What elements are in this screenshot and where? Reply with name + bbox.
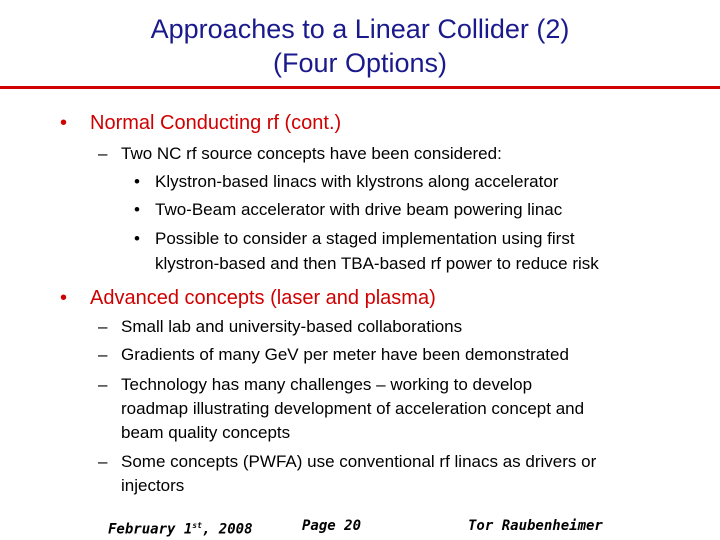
slide-title-line1: Approaches to a Linear Collider (2) [150, 14, 570, 44]
footer-date-sup: st [192, 521, 202, 530]
bullet1-item3-text: Possible to consider a staged implementation using first [155, 229, 575, 248]
bullet2-sub4-text: Some concepts (PWFA) use conventional rf linacs as drivers or [121, 452, 597, 471]
bullet2-sub3-text: Technology has many challenges – working to develop [121, 375, 533, 394]
bullet2-sub3-cont1: roadmap illustrating development of acceleration concept and [121, 399, 585, 418]
bullet2-sub4-cont1: injectors [121, 476, 185, 495]
bullet2-sub1-text: Small lab and university-based collaborations [121, 317, 463, 336]
bullet1-text: Normal Conducting rf (cont.) [90, 112, 342, 134]
bullet-marker: • [60, 112, 68, 134]
bullet1-sub-text: Two NC rf source concepts have been considered: [121, 144, 502, 163]
dash-marker: – [98, 144, 108, 163]
dash-marker: – [98, 345, 108, 364]
bullet1-item2-text: Two-Beam accelerator with drive beam powering linac [155, 200, 563, 219]
footer-date-prefix: February 1 [108, 521, 193, 538]
footer-author: Tor Raubenheimer [468, 518, 603, 534]
bullet-marker: • [134, 200, 140, 219]
bullet1-item1-text: Klystron-based linacs with klystrons along accelerator [155, 172, 559, 191]
title-divider [0, 86, 720, 89]
footer-date-suffix: , 2008 [201, 521, 253, 538]
bullet2-sub2-text: Gradients of many GeV per meter have been demonstrated [121, 345, 569, 364]
bullet2-text: Advanced concepts (laser and plasma) [90, 287, 436, 309]
footer-page-number: Page 20 [302, 518, 362, 534]
dash-marker: – [98, 375, 108, 394]
bullet1-item3-text-cont: klystron-based and then TBA-based rf power to reduce risk [155, 254, 599, 273]
slide-title [0, 12, 720, 80]
bullet-marker: • [60, 287, 68, 309]
bullet-marker: • [134, 229, 140, 248]
bullet2-sub3-cont2: beam quality concepts [121, 423, 291, 442]
dash-marker: – [98, 317, 108, 336]
slide-title-line2: (Four Options) [272, 48, 448, 78]
footer-date [108, 517, 253, 539]
dash-marker: – [98, 452, 108, 471]
bullet-marker: • [134, 172, 140, 191]
